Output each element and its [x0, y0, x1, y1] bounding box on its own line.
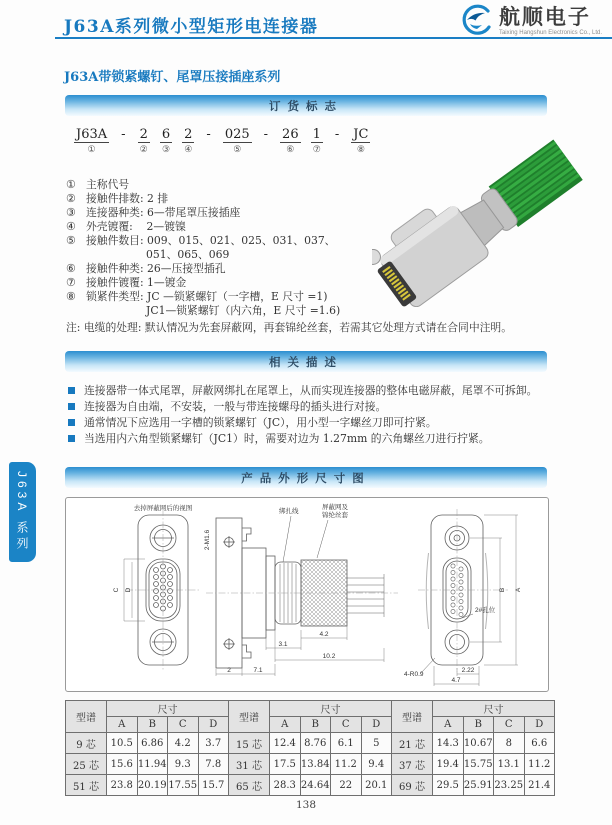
table-value-cell: 9.4 — [361, 754, 392, 775]
table-value-cell: 24.64 — [300, 775, 331, 796]
dimensions-banner: 产品外形尺寸图 — [65, 467, 547, 488]
table-header-dim: C — [331, 717, 362, 733]
table-value-cell: 10.5 — [107, 733, 138, 754]
logo-company-name: 航顺电子 — [498, 5, 591, 29]
table-value-cell: 8 — [494, 733, 525, 754]
spec-item-mark: ⑦ — [66, 276, 76, 289]
code-separator: - — [206, 127, 211, 142]
spec-item-text: 接触件种类: 26—压接型插孔 — [86, 262, 226, 275]
table-value-cell: 5 — [361, 733, 392, 754]
tie-wire-label: 绑扎线 — [279, 508, 299, 515]
table-header-dim: D — [361, 717, 392, 733]
table-value-cell: 23.25 — [494, 775, 525, 796]
radius-label: 4-R0.9 — [404, 671, 424, 678]
table-header-dim: B — [463, 717, 494, 733]
table-model-cell: 9 芯 — [66, 733, 107, 754]
spec-item — [66, 276, 406, 290]
table-value-cell: 28.3 — [270, 775, 301, 796]
table-header-model: 型谱 — [66, 701, 107, 733]
table-header-dim: A — [107, 717, 138, 733]
dimension-drawing — [65, 497, 549, 692]
spec-item-continuation: 051、065、069 — [146, 248, 230, 261]
spec-item-text: 接触件镀覆: 1—镀金 — [86, 276, 187, 289]
description-item — [66, 432, 550, 446]
description-item-text: 通常情况下应选用一字槽的锁紧螺钉（JC），用小型一字螺丝刀即可拧紧。 — [84, 416, 437, 429]
product-photo — [372, 115, 604, 307]
spec-item-mark: ⑧ — [66, 290, 76, 303]
table-value-cell: 3.7 — [198, 733, 229, 754]
table-header-dim: C — [168, 717, 199, 733]
table-value-cell: 6.86 — [137, 733, 168, 754]
shield-label-2: 锦纶丝套 — [322, 512, 348, 519]
spec-item-mark: ⑥ — [66, 262, 76, 275]
spec-item — [66, 262, 406, 276]
spec-item-text: 锁紧件类型: JC —锁紧螺钉（一字槽，E 尺寸 =1) — [86, 290, 328, 303]
series-side-tab — [9, 462, 36, 562]
spec-item-text: 接触件数目: 009、015、021、025、031、037、 — [86, 234, 336, 247]
code-segment: 025 ⑤ — [224, 127, 250, 155]
code-separator: - — [263, 127, 269, 142]
table-header-dim: B — [300, 717, 331, 733]
spec-item-mark: ④ — [66, 220, 76, 233]
dim-10-2: 10.2 — [322, 653, 336, 660]
table-model-cell: 69 芯 — [392, 775, 433, 796]
table-model-cell: 51 芯 — [66, 775, 107, 796]
code-separator: - — [334, 127, 340, 142]
company-logo — [458, 3, 602, 39]
bullet-square-icon — [68, 435, 75, 442]
table-value-cell: 11.2 — [524, 754, 555, 775]
table-row — [66, 754, 555, 775]
dim-2-22: 2.22 — [461, 667, 475, 674]
table-model-cell: 37 芯 — [392, 754, 433, 775]
spec-item — [66, 234, 406, 248]
table-header-model: 型谱 — [229, 701, 270, 733]
description-item — [66, 400, 550, 414]
table-row — [66, 775, 555, 796]
view1-title: 去掉屏蔽网后的视图 — [133, 505, 193, 512]
table-value-cell: 29.5 — [433, 775, 464, 796]
spec-item-text: 接触件排数: 2 排 — [86, 192, 169, 205]
page-title: J63A系列微小型矩形电连接器 — [64, 17, 319, 37]
table-value-cell: 9.3 — [168, 754, 199, 775]
code-segment: 1 ⑦ — [312, 127, 321, 155]
table-value-cell: 12.4 — [270, 733, 301, 754]
description-item-text: 当选用内六角型锁紧螺钉（JC1）时，需要对边为 1.27mm 的六角螺丝刀进行拧紧。 — [84, 432, 490, 445]
dimension-table — [65, 700, 555, 796]
hole-position-label: 2#孔位 — [475, 607, 496, 614]
table-header-model: 型谱 — [392, 701, 433, 733]
table-value-cell: 6.1 — [331, 733, 362, 754]
code-segment: J63A ① — [76, 127, 108, 155]
code-segment: 2 ② — [139, 127, 148, 155]
page-number: 138 — [295, 799, 317, 811]
dim-a-label: A — [515, 587, 522, 593]
dim-4-7: 4.7 — [451, 677, 461, 684]
spec-item-mark: ① — [66, 178, 76, 191]
table-value-cell: 8.76 — [300, 733, 331, 754]
series-side-tab-label: J63A 系列 — [15, 470, 29, 554]
table-header-dim: C — [494, 717, 525, 733]
description-item — [66, 384, 550, 398]
table-value-cell: 10.67 — [463, 733, 494, 754]
table-value-cell: 19.4 — [433, 754, 464, 775]
table-value-cell: 21.4 — [524, 775, 555, 796]
spec-item-text: 外壳镀覆: 2—镀镍 — [86, 220, 186, 233]
code-segment: 6 ③ — [161, 127, 171, 155]
dim-c-label: C — [113, 587, 120, 593]
dim-d-label: D — [125, 587, 132, 593]
description-item-text: 连接器带一体式尾罩，屏蔽网绑扎在尾罩上，从而实现连接器的整体电磁屏蔽，尾罩不可拆卸。 — [84, 384, 538, 397]
table-model-cell: 65 芯 — [229, 775, 270, 796]
spec-item-mark: ⑤ — [66, 234, 76, 247]
code-segment: JC ⑧ — [353, 127, 369, 155]
table-value-cell: 15.6 — [107, 754, 138, 775]
table-value-cell: 22 — [331, 775, 362, 796]
bullet-square-icon — [68, 387, 75, 394]
dim-4-2: 4.2 — [319, 631, 329, 638]
dim-b-label: B — [499, 587, 506, 593]
bullet-square-icon — [68, 403, 75, 410]
table-header-dim: B — [137, 717, 168, 733]
table-value-cell: 17.55 — [168, 775, 199, 796]
table-value-cell: 25.91 — [463, 775, 494, 796]
ordering-code — [74, 127, 370, 155]
table-value-cell: 13.84 — [300, 754, 331, 775]
table-header-dim: A — [270, 717, 301, 733]
bullet-square-icon — [68, 419, 75, 426]
shield-label-1: 屏蔽网及 — [322, 504, 348, 511]
code-segment: 26 ⑥ — [282, 127, 299, 155]
table-value-cell: 23.8 — [107, 775, 138, 796]
table-header-size: 尺寸 — [270, 701, 392, 717]
table-header-dim: D — [524, 717, 555, 733]
table-value-cell: 13.1 — [494, 754, 525, 775]
description-banner: 相关描述 — [65, 351, 547, 372]
table-model-cell: 21 芯 — [392, 733, 433, 754]
dim-7-1: 7.1 — [253, 667, 263, 674]
logo-company-name-en: Taixing Hangshun Electronics Co., Ltd. — [498, 29, 602, 36]
table-value-cell: 15.75 — [463, 754, 494, 775]
table-header-dim: A — [433, 717, 464, 733]
description-item-text: 连接器为自由端，不安装，一般与带连接螺母的插头进行对接。 — [84, 400, 387, 413]
spec-list — [66, 178, 406, 318]
code-segment: 2 ④ — [184, 127, 193, 155]
table-value-cell: 11.94 — [137, 754, 168, 775]
table-value-cell: 20.1 — [361, 775, 392, 796]
table-model-cell: 15 芯 — [229, 733, 270, 754]
table-value-cell: 7.8 — [198, 754, 229, 775]
cable-note: 注: 电缆的处理: 默认情况为先套屏蔽网，再套锦纶丝套，若需其它处理方式请在合同中注明。 — [66, 321, 513, 334]
spec-item-continuation: JC1—锁紧螺钉（内六角，E 尺寸 =1.6) — [146, 304, 341, 317]
table-header-dim: D — [198, 717, 229, 733]
table-value-cell: 14.3 — [433, 733, 464, 754]
spec-item-mark: ③ — [66, 206, 76, 219]
table-model-cell: 25 芯 — [66, 754, 107, 775]
spec-item — [66, 178, 406, 192]
spec-item — [66, 206, 406, 220]
table-model-cell: 31 芯 — [229, 754, 270, 775]
table-value-cell: 11.2 — [331, 754, 362, 775]
ordering-banner: 订货标志 — [65, 95, 547, 116]
spec-item-text: 连接器种类: 6—带尾罩压接插座 — [86, 206, 241, 219]
code-separator: - — [121, 127, 126, 142]
thread-label: 2-M1.6 — [204, 529, 211, 551]
dim-3-1: 3.1 — [278, 641, 288, 648]
table-value-cell: 15.7 — [198, 775, 229, 796]
spec-item-mark: ② — [66, 192, 76, 205]
series-section-title: J63A带锁紧螺钉、尾罩压接插座系列 — [64, 70, 281, 85]
dim-2: 2 — [227, 667, 231, 674]
table-row — [66, 733, 555, 754]
table-value-cell: 4.2 — [168, 733, 199, 754]
table-header-size: 尺寸 — [107, 701, 229, 717]
table-header-size: 尺寸 — [433, 701, 555, 717]
spec-item — [66, 220, 406, 234]
logo-bird-icon — [458, 3, 494, 39]
table-value-cell: 20.19 — [137, 775, 168, 796]
spec-item — [66, 290, 406, 304]
description-list — [66, 384, 550, 448]
spec-item — [66, 192, 406, 206]
description-item — [66, 416, 550, 430]
table-value-cell: 17.5 — [270, 754, 301, 775]
spec-item-text: 主称代号 — [86, 178, 130, 191]
table-value-cell: 6.6 — [524, 733, 555, 754]
